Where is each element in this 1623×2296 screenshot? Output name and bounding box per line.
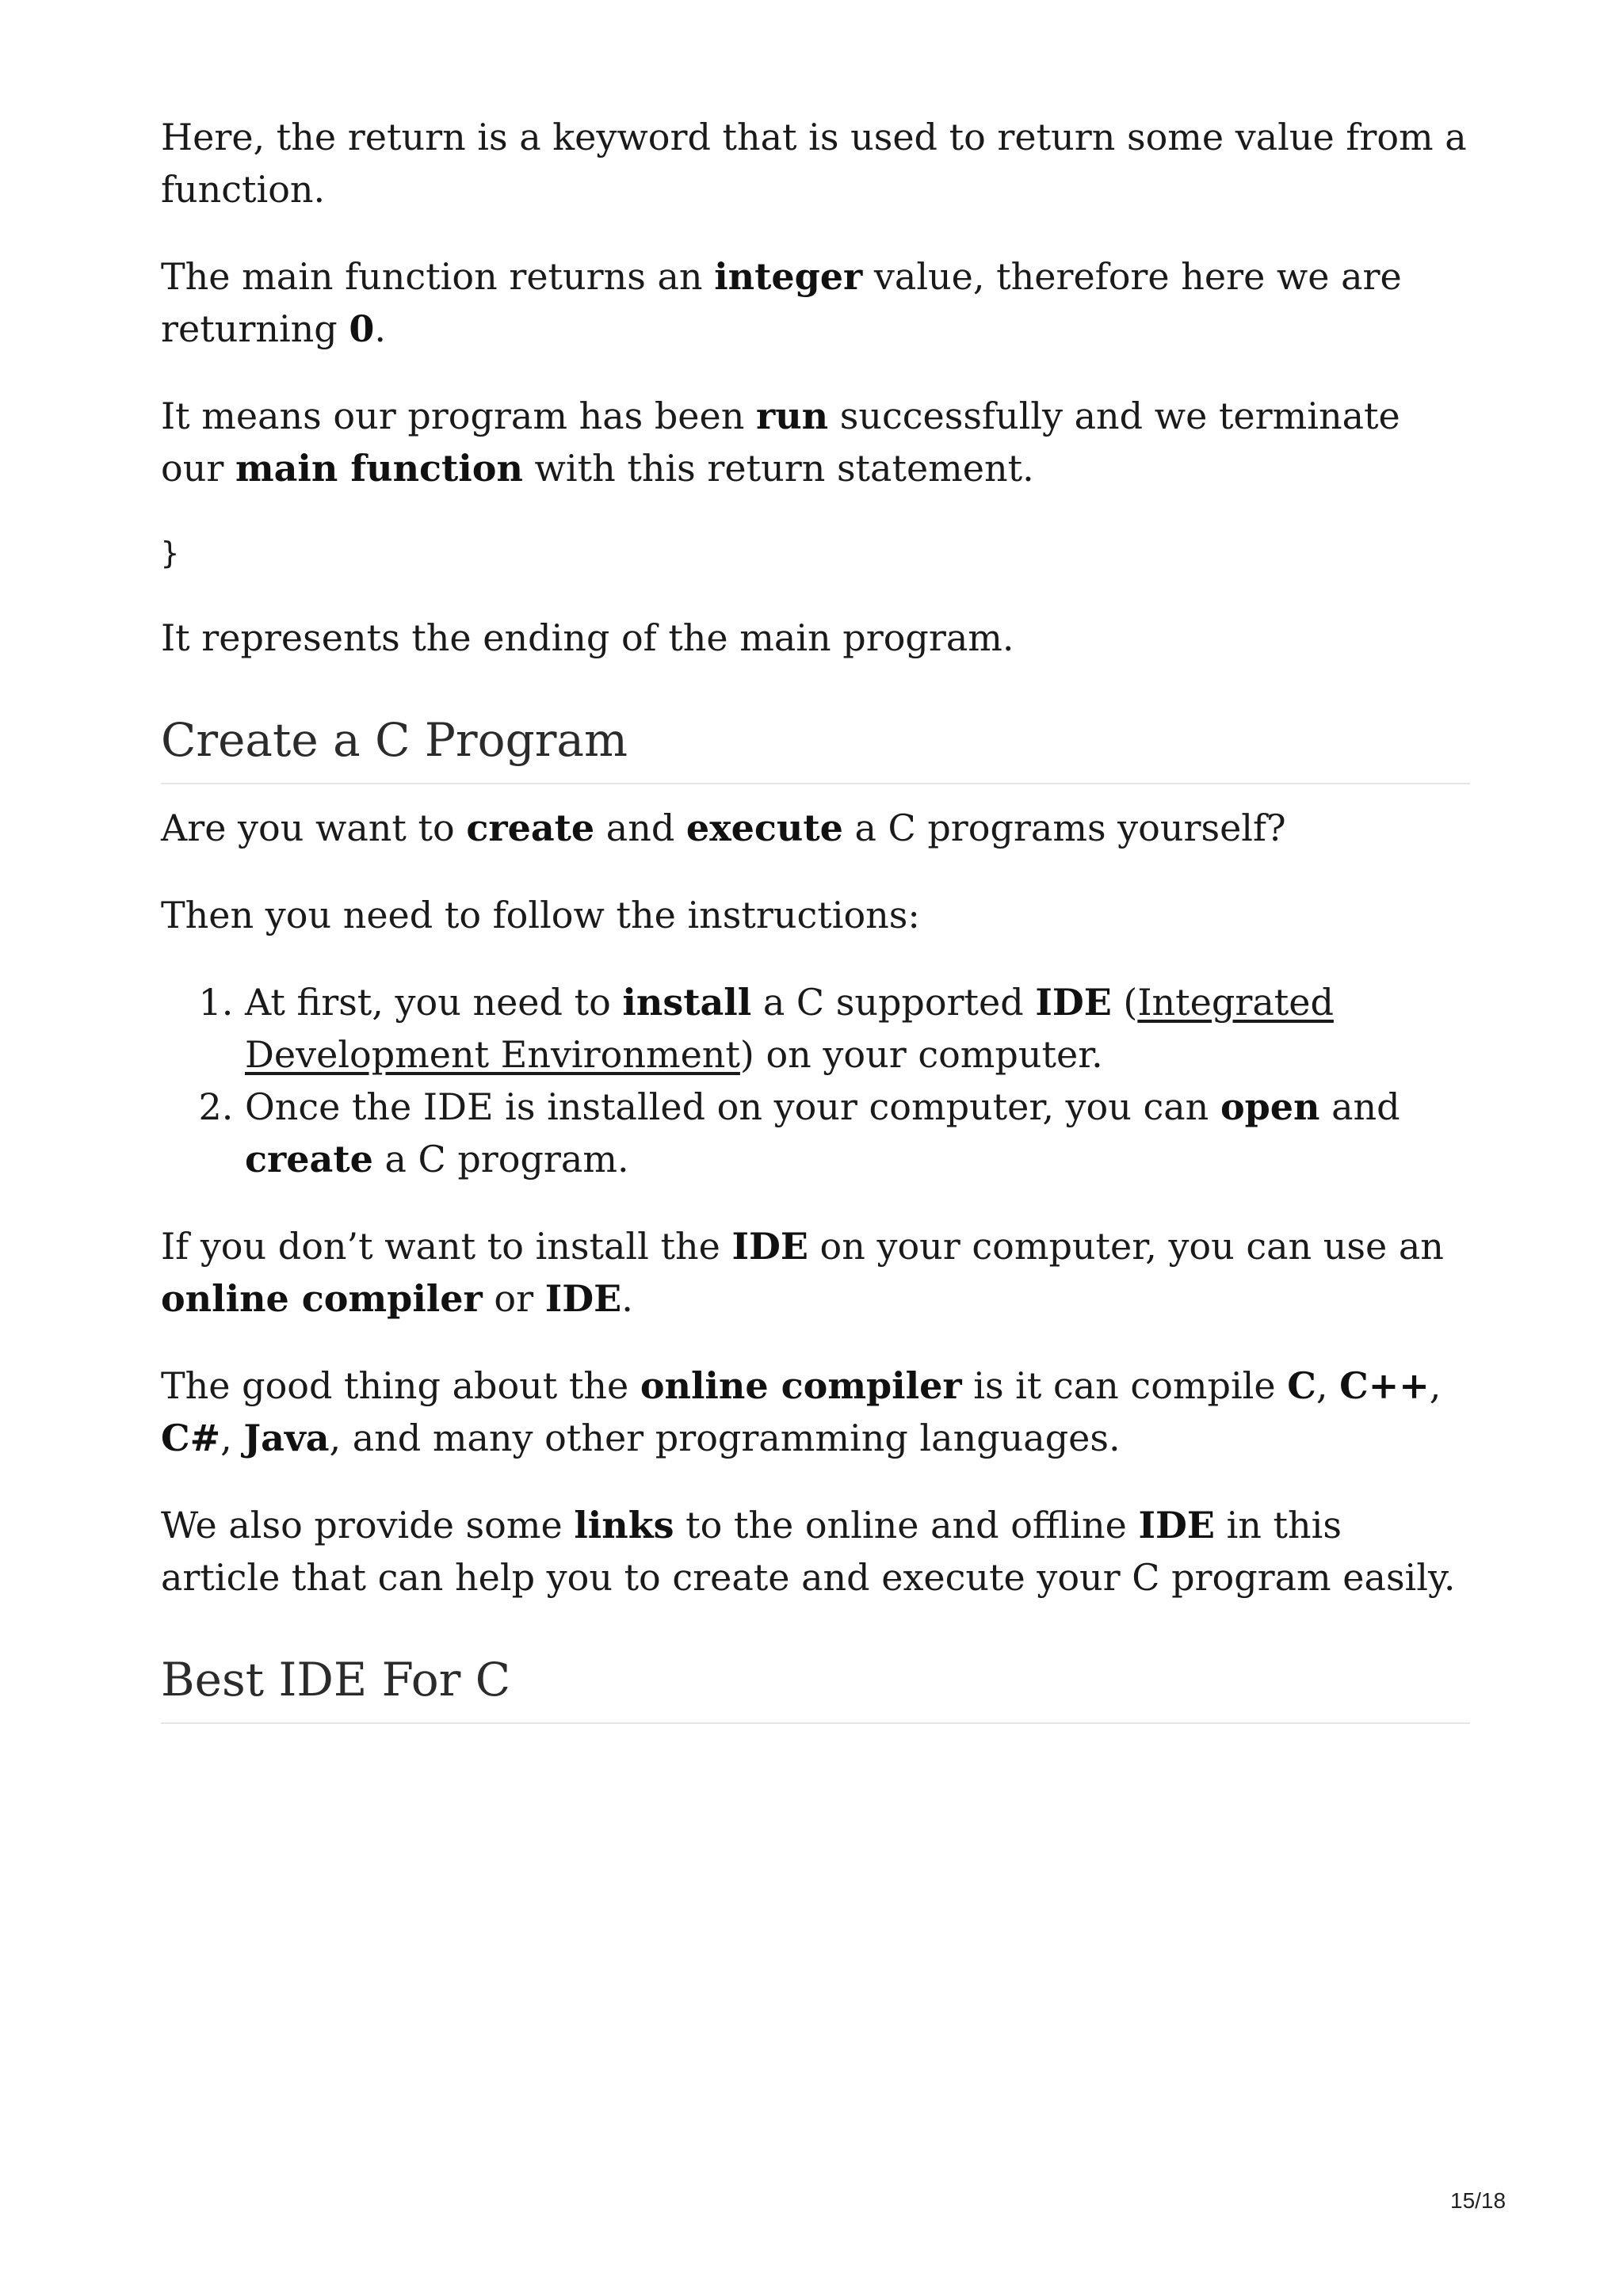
text: Are you want to — [161, 807, 467, 849]
text: If you don’t want to install the — [161, 1225, 732, 1268]
text: The main function returns an — [161, 255, 715, 298]
heading-create-c-program: Create a C Program — [161, 708, 1470, 784]
bold-install: install — [622, 981, 752, 1024]
text: with this return statement. — [522, 447, 1034, 490]
text: , — [1316, 1364, 1340, 1407]
bold-online-compiler: online compiler — [161, 1277, 483, 1320]
paragraph-return-keyword: Here, the return is a keyword that is used to return some value from a function. — [161, 116, 1467, 211]
page-number: 15/18 — [1450, 2188, 1507, 2213]
paragraph-create-execute-question — [161, 802, 1470, 854]
code-closing-brace: } — [161, 536, 179, 570]
instructions-list — [161, 976, 1470, 1185]
list-item — [245, 1081, 1470, 1185]
bold-execute: execute — [685, 807, 843, 849]
text: , — [220, 1417, 244, 1459]
text: Once the IDE is installed on your computer, you can — [245, 1085, 1220, 1128]
bold-ide: IDE — [731, 1225, 808, 1268]
paragraph-online-compiler-option — [161, 1220, 1470, 1325]
text: in this article that can help you to create and execute your C program easily. — [161, 1504, 1456, 1599]
bold-ide: IDE — [1138, 1504, 1215, 1547]
text: At first, you need to — [245, 981, 623, 1024]
text: a C program. — [372, 1138, 629, 1180]
text: and — [594, 807, 686, 849]
document-content — [161, 111, 1470, 1724]
text: . — [621, 1277, 633, 1320]
paragraph-links-provided — [161, 1499, 1470, 1604]
text: We also provide some — [161, 1504, 575, 1547]
bold-c: C — [1287, 1364, 1316, 1407]
text: , — [1429, 1364, 1442, 1407]
bold-java: Java — [243, 1417, 330, 1459]
text: on your computer, you can use an — [808, 1225, 1444, 1268]
bold-ide: IDE — [544, 1277, 622, 1320]
bold-csharp: C# — [161, 1417, 221, 1459]
bold-cpp: C++ — [1339, 1364, 1430, 1407]
text: to the online and offline — [674, 1504, 1139, 1547]
text: ) on your computer. — [739, 1033, 1103, 1076]
text: a C supported — [751, 981, 1036, 1024]
bold-main-function: main function — [235, 447, 523, 490]
text: value, therefore here we are returning — [161, 255, 1402, 350]
bold-online-compiler: online compiler — [640, 1364, 962, 1407]
bold-run: run — [755, 395, 829, 437]
link-integrated-development-environment[interactable]: Integrated Development Environment — [245, 981, 1334, 1076]
text: The good thing about the — [161, 1364, 640, 1407]
text: . — [374, 307, 386, 350]
bold-zero: 0 — [349, 307, 375, 350]
bold-create: create — [245, 1138, 373, 1180]
paragraph-main-returns-integer — [161, 250, 1470, 355]
text: It means our program has been — [161, 395, 756, 437]
paragraph-follow-instructions: Then you need to follow the instructions: — [161, 894, 920, 936]
bold-ide: IDE — [1035, 981, 1112, 1024]
heading-best-ide-for-c: Best IDE For C — [161, 1648, 1470, 1724]
text: or — [482, 1277, 545, 1320]
list-item — [245, 976, 1470, 1081]
paragraph-program-run — [161, 390, 1470, 494]
bold-integer: integer — [714, 255, 863, 298]
text: ( — [1111, 981, 1138, 1024]
bold-open: open — [1220, 1085, 1320, 1128]
text: and — [1319, 1085, 1400, 1128]
text: a C programs yourself? — [842, 807, 1286, 849]
paragraph-ending-main: It represents the ending of the main program. — [161, 616, 1014, 659]
text: is it can compile — [961, 1364, 1288, 1407]
text: successfully and we terminate our — [161, 395, 1400, 490]
bold-create: create — [466, 807, 595, 849]
paragraph-online-compiler-languages — [161, 1360, 1470, 1464]
text: , and many other programming languages. — [329, 1417, 1121, 1459]
bold-links: links — [574, 1504, 674, 1547]
